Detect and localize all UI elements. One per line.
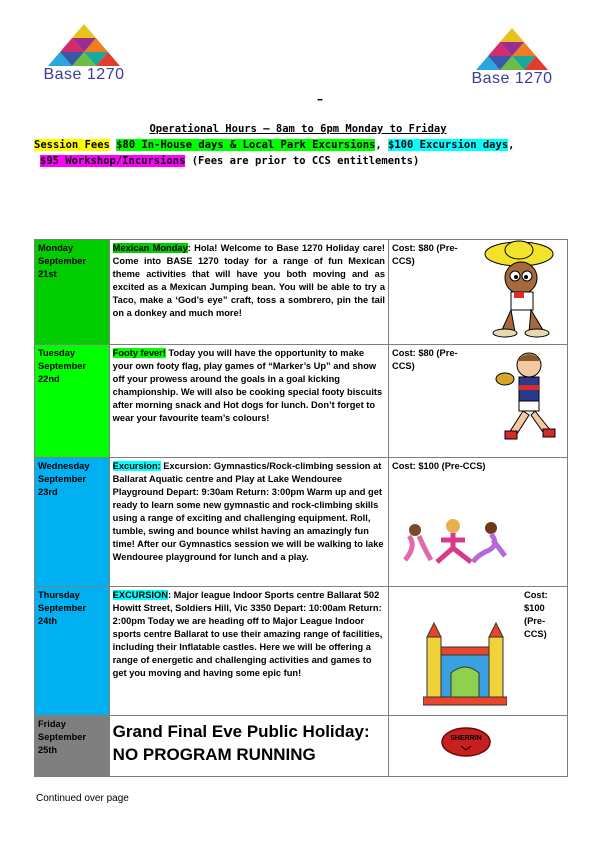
fee-excursion: $100 Excursion days [388, 139, 509, 151]
fee-separator: , [508, 139, 515, 151]
cost-cell [389, 716, 568, 777]
operational-hours: Operational Hours – 8am to 6pm Monday to Friday [149, 123, 447, 135]
table-row [35, 587, 568, 716]
cost-cell [389, 240, 568, 345]
logo-text: Base 1270 [43, 66, 125, 83]
session-fees-label: Session Fees [34, 139, 110, 151]
day-cell: Wednesday September 23rd [35, 458, 110, 587]
gymnasts-cartoon-icon [401, 516, 511, 566]
session-fees [34, 138, 562, 153]
description-cell [109, 587, 388, 716]
holiday-notice: Grand Final Eve Public Holiday: NO PROGRAM RUNNING [112, 722, 370, 764]
bouncy-castle-icon [423, 617, 507, 707]
description-cell [109, 716, 388, 777]
ball-brand-text: SHERRIN [450, 735, 482, 742]
description-cell [109, 240, 388, 345]
fee-note: (Fees are prior to CCS entitlements) [185, 155, 420, 167]
fee-workshop: $95 Workshop/Incursions [40, 155, 186, 167]
cost-text: Cost: $80 (Pre-CCS) [392, 243, 458, 266]
description-cell [109, 345, 388, 458]
activity-tag: EXCURSION [112, 590, 168, 600]
day-cell: Thursday September 24th [35, 587, 110, 716]
description-cell [109, 458, 388, 587]
activity-text: : Major league Indoor Sports centre Ballarat 502 Howitt Street, Soldiers Hill, Vic 3350 Depart: 10:00am Return: 2:00pm Today we are heading off to Major League Indoor sports centre Ballarat to use their amazing range of facilities, including their Inflatable castles. Here we will be offering a range of energetic and challenging activities and games to get you moving and having some epic fun! [112, 590, 383, 678]
activity-text: Excursion: Gymnastics/Rock-climbing session at Ballarat Aquatic centre and Play at Lake Wendouree Playground Depart: 9:30am Return: 3:00pm Warm up and get ready to learn some new gymnastic and rock-climbing skills using a range of exciting and challenging equipment. Roll, tumble, swing and bounce whilst having an amazingly fun time! After our Gymnastics session we will be walking to lake Wendouree playground for lunch and a play. [112, 461, 384, 562]
table-row [35, 458, 568, 587]
continued-note: Continued over page [36, 793, 129, 804]
logo-triangles-icon [34, 24, 134, 66]
session-fees-line2 [40, 154, 568, 169]
activity-tag: Excursion: [112, 461, 161, 471]
footy-player-cartoon-icon [485, 347, 559, 447]
cost-text: Cost: $80 (Pre-CCS) [392, 348, 458, 371]
table-row [35, 240, 568, 345]
activity-text: : Hola! Welcome to Base 1270 Holiday care! Come into BASE 1270 today for a range of fun Mexican theme activities that will have you both moving and as excited as a Mexican Jumping bean. You will be able to try a Taco, make a ‘God’s eye” craft, toss a sombrero, pin the tail on a donkey and much more! [112, 243, 385, 318]
activity-tag: Footy fever! [112, 348, 166, 358]
logo-text: Base 1270 [471, 70, 553, 87]
cost-text: Cost: $100 (Pre-CCS) [524, 590, 548, 639]
day-cell: Monday September 21st [35, 240, 110, 345]
activity-text: Today you will have the opportunity to make your own footy flag, play games of “Marker’s Up” and show off your prowess around the goals in a goal kicking championship. We will also be cooking special footy biscuits after morning snack and Hot dogs for lunch. Don’t forget to wear your favourite team’s colours! [112, 348, 383, 423]
fee-inhouse: $80 In-House days & Local Park Excursions [116, 139, 376, 151]
logo-triangles-icon [462, 28, 562, 70]
base-1270-logo-left [34, 24, 134, 84]
base-1270-logo-right [462, 28, 562, 88]
cost-text: Cost: $100 (Pre-CCS) [392, 461, 486, 471]
fee-separator: , [375, 139, 382, 151]
cost-cell [389, 587, 568, 716]
cost-cell [389, 345, 568, 458]
program-table [34, 239, 568, 777]
cost-cell [389, 458, 568, 587]
header-dash: – [317, 92, 323, 106]
activity-tag: Mexican Monday [112, 243, 188, 253]
table-row [35, 345, 568, 458]
football-sherrin-icon [441, 726, 491, 758]
speedy-cartoon-mouse-icon [481, 240, 559, 338]
day-cell: Tuesday September 22nd [35, 345, 110, 458]
day-cell: Friday September 25th [35, 716, 110, 777]
table-row [35, 716, 568, 777]
